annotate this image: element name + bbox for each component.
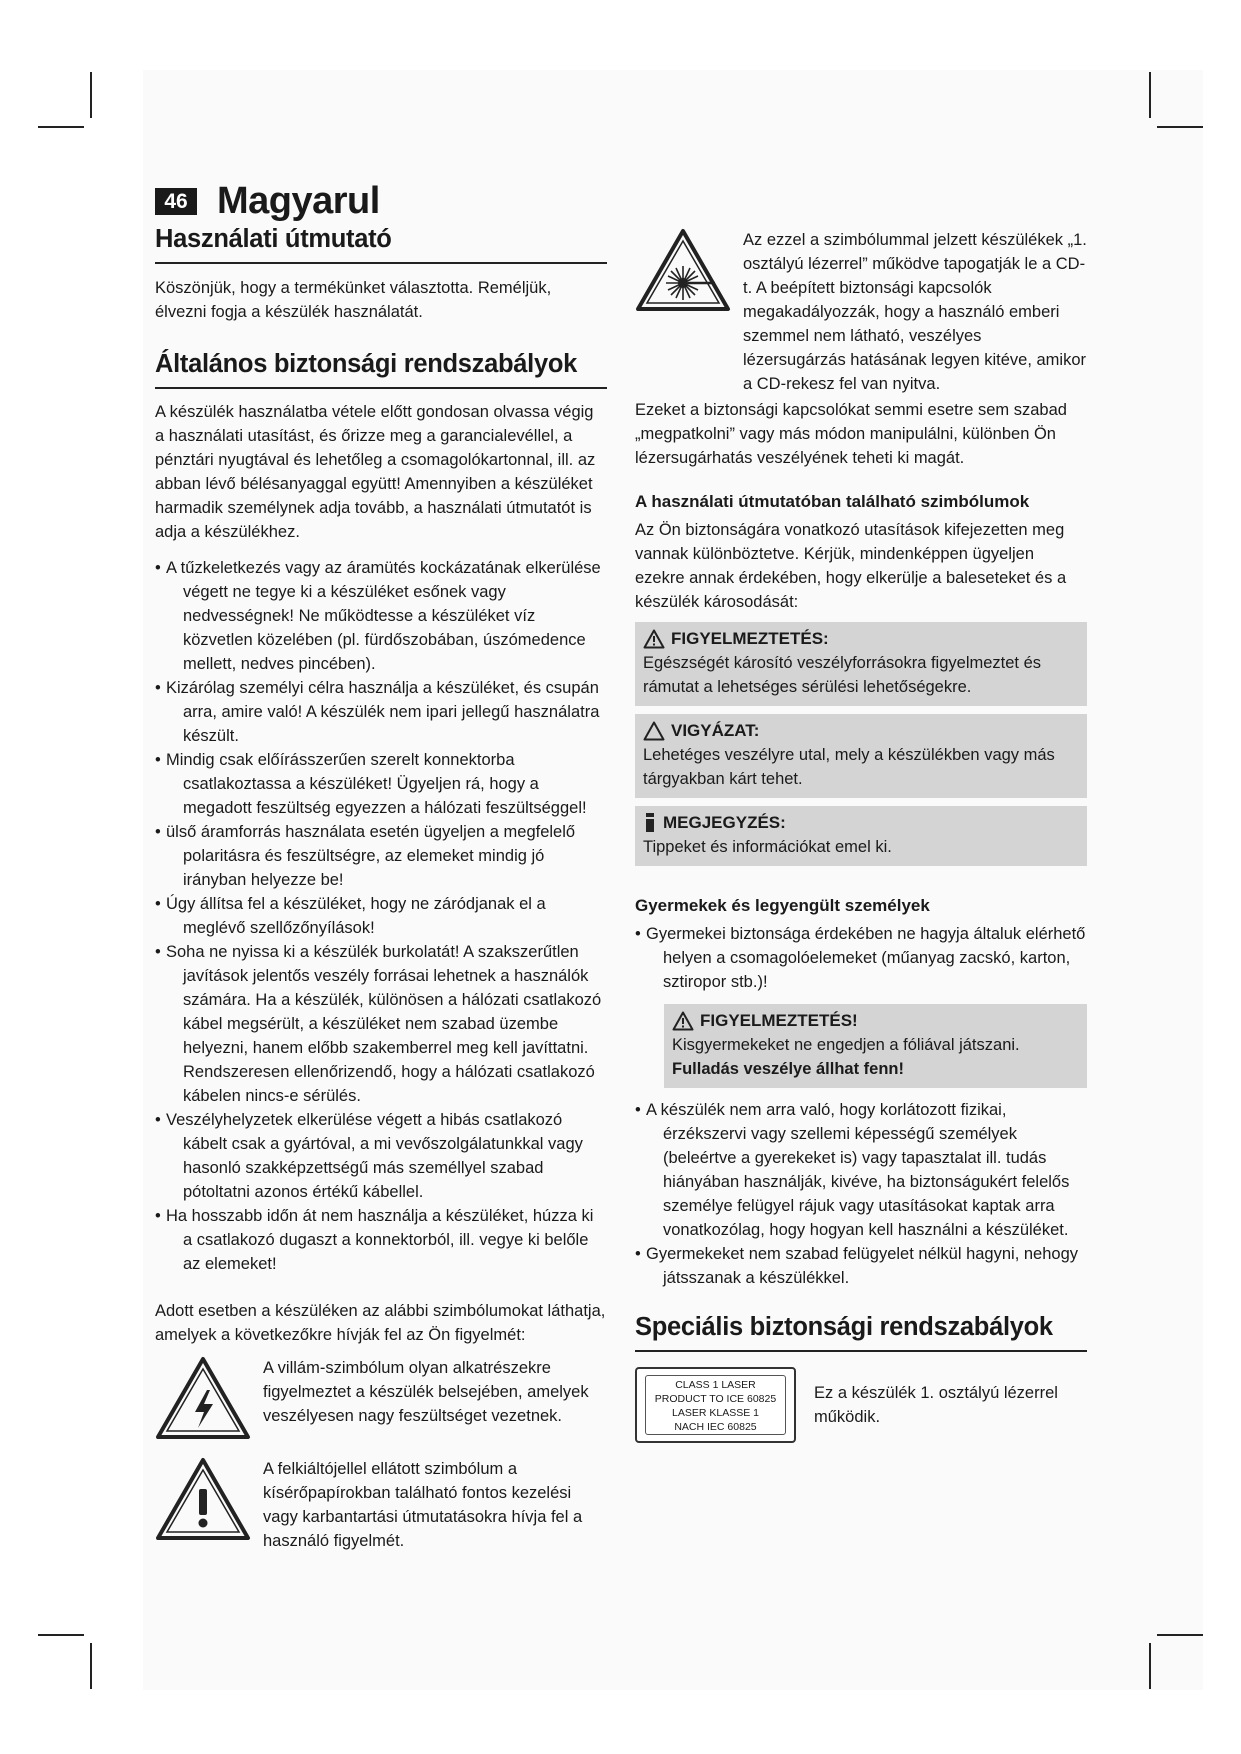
note-box (635, 806, 1087, 866)
caution-title: VIGYÁZAT: (671, 721, 760, 740)
right-column (635, 228, 1087, 1443)
laser-class-text: Ez a készülék 1. osztályú lézerrel működik. (814, 1384, 1058, 1426)
crop-mark (38, 1634, 84, 1636)
warning-box (635, 622, 1087, 706)
list-item: • Kizárólag személyi célra használja a készüléket, és csupán arra, amire való! A készülék nem ipari jellegű használatra készült. (155, 676, 607, 748)
list-item: • Mindig csak előírásszerűen szerelt konnektorba csatlakoztassa a készüléket! Ügyeljen rá, hogy a megadott feszültség egyezzen a hálózati feszültséggel! (155, 748, 607, 820)
info-icon (643, 813, 657, 833)
list-item: • Veszélyhelyzetek elkerülése végett a hibás csatlakozó kábelt csak a gyártóval, a mi vevőszolgálatunkkal vagy hasonló szakképzettségű más személlyel szabad pótoltatni azonos értékű kábellel. (155, 1108, 607, 1204)
intro-heading: Használati útmutató (155, 222, 607, 264)
special-safety-heading: Speciális biztonsági rendszabályok (635, 1310, 1087, 1352)
list-item: • Gyermekeket nem szabad felügyelet nélkül hagyni, nehogy játsszanak a készülékkel. (635, 1242, 1087, 1290)
children-list-2 (635, 1098, 1087, 1290)
crop-mark (90, 72, 92, 118)
laser-label-line: PRODUCT TO ICE 60825 (654, 1393, 777, 1405)
general-safety-text: A készülék használatba vétele előtt gondosan olvassa végig a használati utasítást, és őrizze meg a garancialevéllel, a pénztári nyugtával és lehetőleg a csomagolókartonnal, ill. az abban lévő bélésanyaggal együtt! Amennyiben a készüléket harmadik személynek adja tovább, a használati útmutatót is adja a készülékhez. (155, 403, 596, 541)
list-item: • Ha hosszabb időn át nem használja a készüléket, húzza ki a csatlakozó dugaszt a konnektorból, ill. vegye ki belőle az elemeket! (155, 1204, 607, 1276)
page-number: 46 (155, 188, 197, 215)
list-item: • Soha ne nyissa ki a készülék burkolatát! A szakszerűtlen javítások jelentős veszély forrásai lehetnek a használók számára. Ha a készülék, különösen a hálózati csatlakozó kábel megsérült, a készüléket nem szabad üzembe helyezni, hanem előbb szakemberrel meg kell javíttatni. Rendszeresen ellenőrizendő, hogy a hálózati csatlakozó kábelen nincs-e sérülés. (155, 940, 607, 1108)
crop-mark (1149, 72, 1151, 118)
general-safety-heading: Általános biztonsági rendszabályok (155, 347, 607, 389)
lightning-warning-icon (155, 1356, 251, 1440)
exclamation-symbol-text: A felkiáltójellel ellátott szimbólum a kísérőpapírokban található fontos kezelési vagy karbantartási útmutatásokra hívja fel a használó figyelmét. (263, 1460, 583, 1550)
laser-radiation-icon (635, 228, 731, 312)
children-heading: Gyermekek és legyengült személyek (635, 896, 930, 915)
crop-mark (90, 1643, 92, 1689)
children-warning-box (664, 1004, 1087, 1088)
general-safety-list (155, 556, 607, 1276)
page-header (155, 180, 380, 223)
lightning-symbol-text: A villám-szimbólum olyan alkatrészekre figyelmeztet a készülék belsejében, amelyek veszélyesen nagy feszültséget vezetnek. (263, 1359, 589, 1425)
laser-label-line: NACH IEC 60825 (674, 1421, 757, 1433)
lightning-symbol-row (155, 1356, 607, 1447)
laser-symbol-row (635, 228, 1087, 396)
exclamation-symbol-row (155, 1457, 607, 1553)
crop-mark (1157, 1634, 1203, 1636)
left-column (155, 222, 607, 1553)
caution-text: Lehetéges veszélyre utal, mely a készülékben vagy más tárgyakban kárt tehet. (643, 746, 1055, 788)
laser-label-line: LASER KLASSE 1 (672, 1407, 759, 1419)
note-text: Tippeket és információkat emel ki. (643, 838, 892, 856)
manual-symbols-text: Az Ön biztonságára vonatkozó utasítások kifejezetten meg vannak különböztetve. Kérjük, mindenképpen ügyeljen ezekre annak érdekében, hogy elkerülje a baleseteket és a készülék károsodását: (635, 521, 1067, 611)
children-warning-text: Kisgyermekeket ne engedjen a fóliával játszani. (672, 1036, 1020, 1054)
note-title: MEGJEGYZÉS: (663, 813, 786, 832)
list-item: • A készülék nem arra való, hogy korlátozott fizikai, érzékszervi vagy szellemi képességű személyek (beleértve a gyerekeket is) vagy tapasztalat ill. tudás hiányában használják, kivéve, ha biztonságukért felelős személye felügyel rájuk vagy utasításokat kaptak arra vonatkozólag, hogy hogyan kell használni a készüléket. (635, 1098, 1087, 1242)
list-item: • A tűzkeletkezés vagy az áramütés kockázatának elkerülése végett ne tegye ki a készüléket esőnek vagy nedvességnek! Ne működtesse a készüléket víz közvetlen közelében (pl. fürdőszobában, úszómedence mellett, nedves pincében). (155, 556, 607, 676)
exclamation-warning-icon (155, 1457, 251, 1541)
warning-text: Egészségét károsító veszélyforrásokra figyelmeztet és rámutat a lehetséges sérülési lehetőségekre. (643, 654, 1042, 696)
warning-icon (672, 1011, 694, 1031)
symbols-intro: Adott esetben a készüléken az alábbi szimbólumokat láthatja, amelyek a következőkre hívják fel az Ön figyelmét: (155, 1302, 606, 1344)
laser-switches-text: Ezeket a biztonsági kapcsolókat semmi esetre sem szabad „megpatkolni” vagy más módon manipulálni, különben Ön lézersugárhatás veszélyének teheti ki magát. (635, 401, 1067, 467)
intro-text: Köszönjük, hogy a termékünket választotta. Reméljük, élvezni fogja a készülék használatát. (155, 279, 552, 321)
caution-icon (643, 721, 665, 741)
list-item: • Gyermekei biztonsága érdekében ne hagyja általuk elérhető helyen a csomagolóelemeket (műanyag zacskó, karton, sztiropor stb.)! (635, 922, 1087, 994)
crop-mark (1149, 1643, 1151, 1689)
warning-title: FIGYELMEZTETÉS: (671, 629, 829, 648)
list-item: • Úgy állítsa fel a készüléket, hogy ne záródjanak el a meglévő szellőzőnyílások! (155, 892, 607, 940)
laser-class-row (635, 1367, 1087, 1443)
laser-label-line: CLASS 1 LASER (675, 1379, 756, 1391)
children-list (635, 922, 1087, 994)
children-warning-title: FIGYELMEZTETÉS! (700, 1011, 858, 1030)
manual-symbols-heading: A használati útmutatóban található szimbólumok (635, 492, 1030, 511)
language-title: Magyarul (217, 180, 380, 222)
crop-mark (38, 126, 84, 128)
warning-icon (643, 629, 665, 649)
laser-symbol-text: Az ezzel a szimbólummal jelzett készülékek „1. osztályú lézerrel” működve tapogatják le a CD-t. A beépített biztonsági kapcsolók megakadályozzák, hogy a használó emberi szemmel nem látható, veszélyes lézersugárzás hatásának legyen kitéve, amikor a CD-rekesz fel van nyitva. (743, 231, 1087, 393)
children-warning-bold: Fulladás veszélye állhat fenn! (672, 1060, 904, 1078)
laser-class-label (635, 1367, 796, 1443)
crop-mark (1157, 126, 1203, 128)
caution-box (635, 714, 1087, 798)
list-item: • ülső áramforrás használata esetén ügyeljen a megfelelő polaritásra és feszültségre, az elemeket mindig jó irányban helyezze be! (155, 820, 607, 892)
